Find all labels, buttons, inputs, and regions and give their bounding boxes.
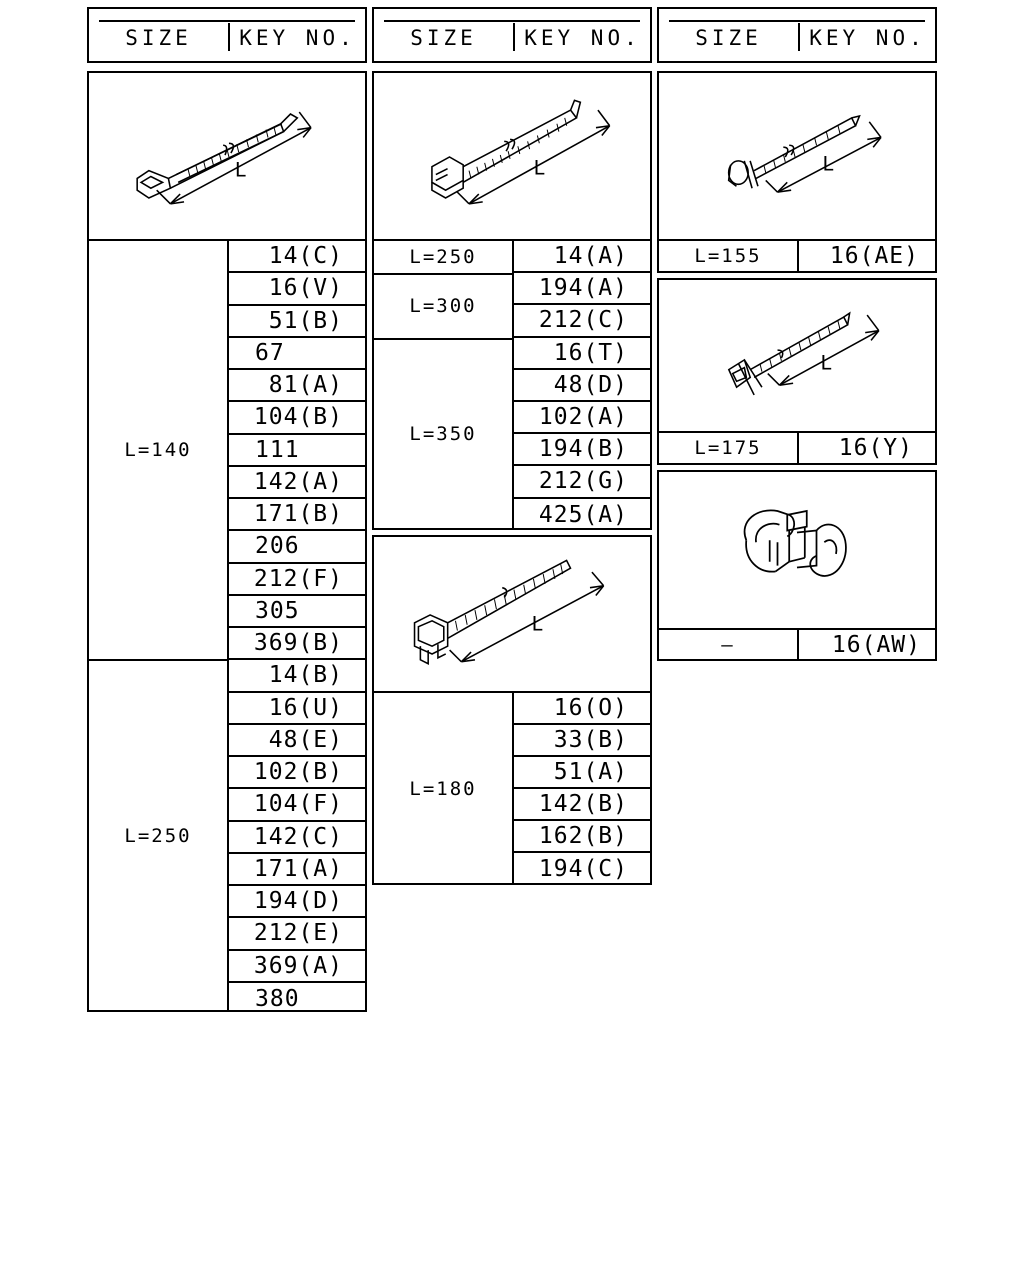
key-number-cell: 305 <box>229 596 365 628</box>
clip-drawing <box>659 472 935 628</box>
key-table-col2a <box>372 239 652 530</box>
header-col3 <box>657 7 937 63</box>
size-header: SIZE <box>125 26 192 50</box>
key-table-col1 <box>87 239 367 1012</box>
key-table-col3b <box>657 431 937 465</box>
key-table-col3c <box>657 628 937 661</box>
size-cell-l140: L=140 <box>89 241 229 659</box>
key-number-cell: 102(B) <box>229 757 365 789</box>
key-number-cell: 51(A) <box>514 757 650 789</box>
cable-tie-illustration-4 <box>657 71 937 241</box>
key-number-cell: 212(G) <box>514 466 650 498</box>
key-number-cell: 16(V) <box>229 273 365 305</box>
key-number-cell: 206 <box>229 531 365 563</box>
cable-tie-illustration-2 <box>372 71 652 241</box>
length-label: L <box>820 351 833 375</box>
cable-tie-drawing <box>659 73 935 239</box>
key-number-cell: 16(O) <box>514 693 650 725</box>
size-cell-l250: L=250 <box>374 241 514 273</box>
key-number-cell: 14(B) <box>229 660 365 692</box>
key-number-cell: 81(A) <box>229 370 365 402</box>
size-header: SIZE <box>695 26 762 50</box>
key-table-col3a <box>657 239 937 273</box>
key-number-cell: 142(B) <box>514 789 650 821</box>
key-number-cell: 16(AW) <box>831 631 921 658</box>
header-col1 <box>87 7 367 63</box>
key-number-cell: 194(C) <box>538 856 628 882</box>
length-label: L <box>531 612 544 636</box>
key-number-cell: 194(D) <box>229 886 365 918</box>
key-header: KEY NO. <box>809 26 926 50</box>
size-header: SIZE <box>410 26 477 50</box>
key-number-cell: 111 <box>229 435 365 467</box>
key-number-cell: 16(U) <box>229 693 365 725</box>
key-number-cell: 16(T) <box>514 338 650 370</box>
length-label: L <box>533 156 546 180</box>
key-number-cell: 48(E) <box>229 725 365 757</box>
key-number-cell: 48(D) <box>514 370 650 402</box>
cable-tie-illustration-3 <box>372 535 652 693</box>
size-cell-l180: L=180 <box>374 693 514 885</box>
size-cell-l175: L=175 <box>659 433 799 463</box>
key-number-cell: 33(B) <box>514 725 650 757</box>
size-cell-l155: L=155 <box>659 241 799 271</box>
cable-tie-drawing <box>374 73 650 239</box>
key-header: KEY NO. <box>524 26 641 50</box>
cable-tie-illustration-5 <box>657 278 937 433</box>
key-number-cell: 171(B) <box>229 499 365 531</box>
key-number-cell: 16(Y) <box>838 435 913 461</box>
key-number-cell: 194(A) <box>514 273 650 305</box>
key-number-cell: 194(B) <box>514 434 650 466</box>
key-number-cell: 212(C) <box>514 305 650 337</box>
key-number-cell: 102(A) <box>514 402 650 434</box>
cable-tie-illustration-1 <box>87 71 367 241</box>
key-number-cell: 142(A) <box>229 467 365 499</box>
key-number-cell: 212(F) <box>229 564 365 596</box>
key-number-cell: 380 <box>255 985 300 1012</box>
size-cell-l300: L=300 <box>374 273 514 338</box>
key-number-cell: 425(A) <box>538 501 628 528</box>
cable-tie-drawing <box>89 73 365 239</box>
key-list <box>514 241 650 528</box>
key-table-col2b <box>372 691 652 885</box>
cable-tie-drawing <box>374 537 650 691</box>
size-cell-l250: L=250 <box>89 659 229 1012</box>
size-cell-dash: — <box>659 630 799 659</box>
key-number-cell: 104(B) <box>229 402 365 434</box>
key-header: KEY NO. <box>239 26 356 50</box>
clip-illustration <box>657 470 937 630</box>
key-number-cell: 142(C) <box>229 822 365 854</box>
key-number-cell: 51(B) <box>229 306 365 338</box>
key-number-cell: 67 <box>229 338 365 370</box>
length-label: L <box>234 158 247 182</box>
key-list <box>229 241 365 1010</box>
key-number-cell: 14(A) <box>514 241 650 273</box>
key-number-cell: 369(B) <box>229 628 365 660</box>
length-label: L <box>822 152 835 176</box>
header-col2 <box>372 7 652 63</box>
key-number-cell: 104(F) <box>229 789 365 821</box>
key-number-cell: 162(B) <box>514 821 650 853</box>
size-cell-l350: L=350 <box>374 338 514 530</box>
key-number-cell: 14(C) <box>229 241 365 273</box>
key-number-cell: 16(AE) <box>829 243 919 269</box>
key-number-cell: 171(A) <box>229 854 365 886</box>
cable-tie-drawing <box>659 280 935 431</box>
key-number-cell: 212(E) <box>229 918 365 950</box>
key-list <box>514 693 650 883</box>
key-number-cell: 369(A) <box>229 951 365 983</box>
